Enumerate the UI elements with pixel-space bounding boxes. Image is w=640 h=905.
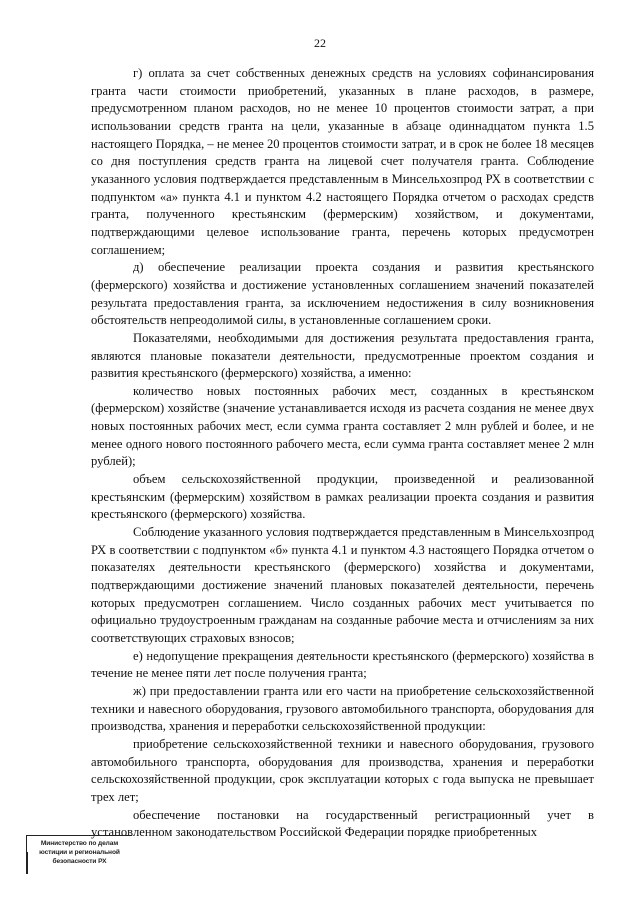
paragraph-e-no-termination: е) недопущение прекращения деятельности крестьянского (фермерского) хозяйства в течение не менее пяти лет после получения гранта; (91, 648, 594, 681)
stamp-line-2: юстиции и региональной (39, 849, 120, 856)
paragraph-new-jobs: количество новых постоянных рабочих мест, созданных в крестьянском (фермерском) хозяйстве (значение устанавливается исходя из расчета создания не менее двух новых постоянных рабочих мест, если сумма гранта составляет 2 млн рублей и более, и не менее одного нового постоянного рабочего места, если сумма гранта составляет менее 2 млн рублей); (91, 383, 594, 469)
stamp-line-3: безопасности РХ (52, 858, 107, 865)
paragraph-registration: обеспечение постановки на государственный регистрационный учет в установленном законодательством Российской Федерации порядке приобретенных (91, 807, 594, 840)
stamp-bar (26, 852, 28, 874)
paragraph-zh-equipment-purchase: ж) при предоставлении гранта или его части на приобретение сельскохозяйственной техники и навесного оборудования, грузового автомобильного транспорта, оборудования для производства, хранения и переработки сельскохозяйственной продукции: (91, 683, 594, 734)
paragraph-equipment-age: приобретение сельскохозяйственной техники и навесного оборудования, грузового автомобильного транспорта, оборудования для производства, хранения и переработки сельскохозяйственной продукции, срок эксплуатации которых с года выпуска не превышает трех лет; (91, 736, 594, 804)
stamp-line-1: Министерство по делам (40, 840, 119, 847)
document-body (91, 65, 594, 842)
paragraph-production-volume: объем сельскохозяйственной продукции, произведенной и реализованной крестьянским (фермерским) хозяйством в рамках реализации проекта создания и развития крестьянского (фермерского) хозяйства. (91, 472, 594, 522)
paragraph-indicators-intro: Показателями, необходимыми для достижения результата предоставления гранта, являются плановые показатели деятельности, предусмотренные проектом создания и развития крестьянского (фермерского) хозяйства, а именно: (91, 330, 594, 381)
paragraph-compliance-confirmation: Соблюдение указанного условия подтверждается представленным в Минсельхозпрод РХ в соответствии с подпунктом «б» пункта 4.1 и пунктом 4.3 настоящего Порядка отчетом о показателях деятельности крестьянского (фермерского) хозяйства и документами, подтверждающими достижение значений плановых показателей деятельности, перечень которых предусмотрен соглашением. Число созданных рабочих мест учитывается по официально трудоустроенным гражданам на созданные рабочие места и отчислениям за них соответствующих страховых взносов; (91, 525, 594, 645)
paragraph-d-project-implementation: д) обеспечение реализации проекта создания и развития крестьянского (фермерского) хозяйства и достижение установленных соглашением значений показателей результата предоставления гранта, за исключением недостижения в силу возникновения обстоятельств непреодолимой силы, в установленные соглашением сроки. (91, 260, 594, 328)
ministry-stamp (26, 835, 132, 873)
page-number: 22 (314, 36, 326, 50)
paragraph-g-cofinancing: г) оплата за счет собственных денежных средств на условиях софинансирования гранта части стоимости приобретений, указанных в плане расходов, в размере, предусмотренном планом расходов, но не менее 10 процентов стоимости затрат, а при использовании средств гранта на цели, указанные в абзаце одиннадцатом пункта 1.5 настоящего Порядка, – не менее 20 процентов стоимости затрат, и в срок не более 18 месяцев со дня поступления средств гранта на лицевой счет получателя гранта. Соблюдение указанного условия подтверждается представленным в Минсельхозпрод РХ в соответствии с подпунктом «а» пункта 4.1 и пунктом 4.2 настоящего Порядка отчетом о расходах средств гранта, полученного крестьянским (фермерским) хозяйством, и документами, подтверждающими целевое использование гранта, перечень которых предусмотрен соглашением; (91, 66, 594, 257)
